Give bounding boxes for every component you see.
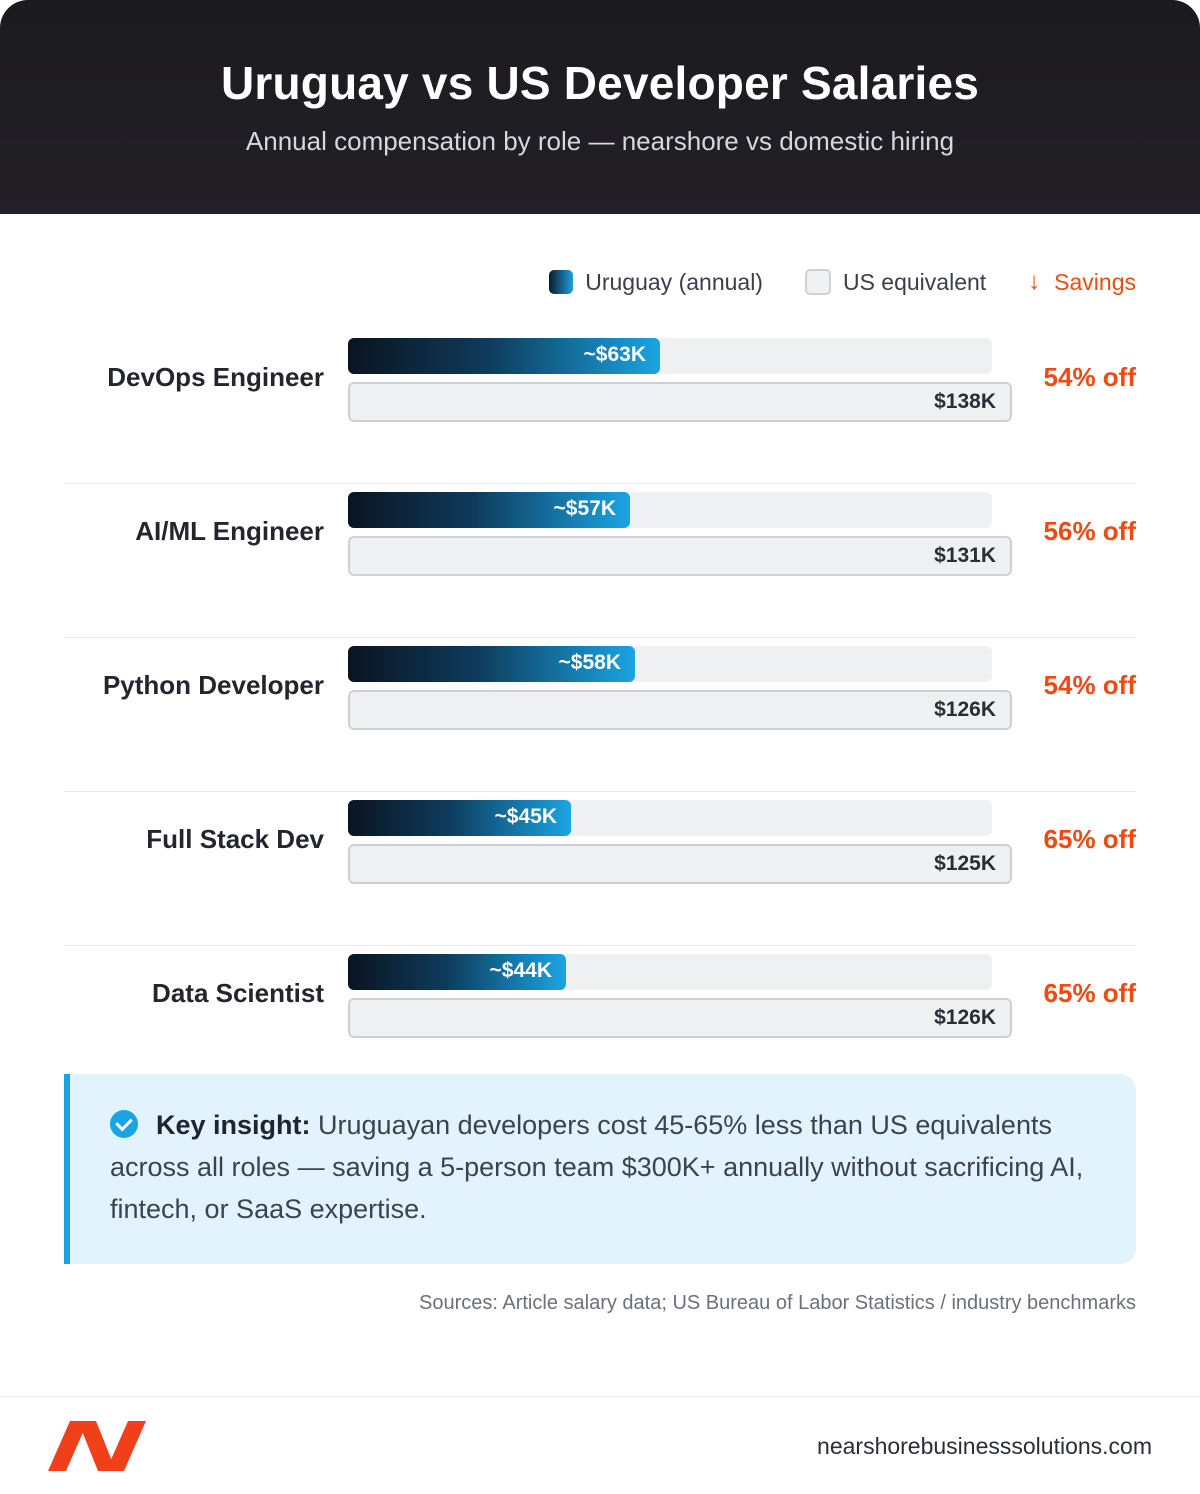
uruguay-bar [348,492,630,528]
footer [0,1396,1200,1494]
savings-label: 54% off [1043,670,1136,700]
chart-rows [64,330,1136,1100]
savings-label: 56% off [1043,516,1136,546]
legend-item-uruguay [549,269,763,296]
uruguay-bar-track [348,492,992,528]
legend [507,268,1136,296]
uruguay-bar [348,646,635,682]
uruguay-bar [348,800,571,836]
page-title: Uruguay vs US Developer Salaries [220,57,980,109]
us-value-label: $138K [934,390,996,413]
us-value-label: $131K [934,544,996,567]
role-label: Data Scientist [152,978,324,1008]
uruguay-bar [348,954,566,990]
insight-callout [64,1074,1136,1264]
uruguay-value-label: ~$57K [553,497,616,520]
check-circle-icon [110,1110,138,1138]
uruguay-bar [348,338,660,374]
savings-label: 54% off [1043,362,1136,392]
role-label: Full Stack Dev [146,824,324,854]
legend-item-savings [1028,268,1136,296]
us-bar [348,844,1012,884]
legend-label-savings: Savings [1054,268,1136,295]
brand-logo-icon [48,1421,146,1471]
sources-note: Sources: Article salary data; US Bureau of Labor Statistics / industry benchmarks [419,1292,1136,1314]
legend-label-us: US equivalent [842,268,987,295]
uruguay-value-label: ~$45K [494,805,557,828]
uruguay-value-label: ~$63K [583,343,646,366]
uruguay-value-label: ~$44K [489,959,552,982]
legend-label-uruguay: Uruguay (annual) [585,268,763,295]
chart-row [64,638,1136,792]
page-subtitle: Annual compensation by role — nearshore vs domestic hiring [245,126,955,156]
insight-label: Key insight: [156,1110,311,1140]
chart-row [64,330,1136,484]
us-bar [348,690,1012,730]
insight-text: Uruguayan developers cost 45-65% less than US equivalents across all roles — saving a 5-person team $300K+ annually without sacrificing AI, fintech, or SaaS expertise. [110,1110,1084,1224]
us-bar [348,382,1012,422]
uruguay-bar-track [348,800,992,836]
role-label: AI/ML Engineer [135,516,324,546]
legend-item-us [805,269,986,296]
us-value-label: $126K [934,698,996,721]
role-label: Python Developer [102,670,324,700]
uruguay-bar-track [348,954,992,990]
us-value-label: $125K [934,852,996,875]
us-bar [348,536,1012,576]
chart-row [64,484,1136,638]
role-label: DevOps Engineer [107,362,324,392]
us-swatch [805,269,831,295]
header [0,0,1200,214]
us-bar [348,998,1012,1038]
chart-row [64,792,1136,946]
uruguay-bar-track [348,646,992,682]
website-link[interactable]: nearshorebusinesssolutions.com [817,1433,1152,1459]
uruguay-swatch [549,270,573,294]
down-arrow-icon: ↓ [1028,268,1041,295]
uruguay-value-label: ~$58K [558,651,621,674]
savings-label: 65% off [1043,824,1136,854]
uruguay-bar-track [348,338,992,374]
us-value-label: $126K [934,1006,996,1029]
savings-label: 65% off [1043,978,1136,1008]
